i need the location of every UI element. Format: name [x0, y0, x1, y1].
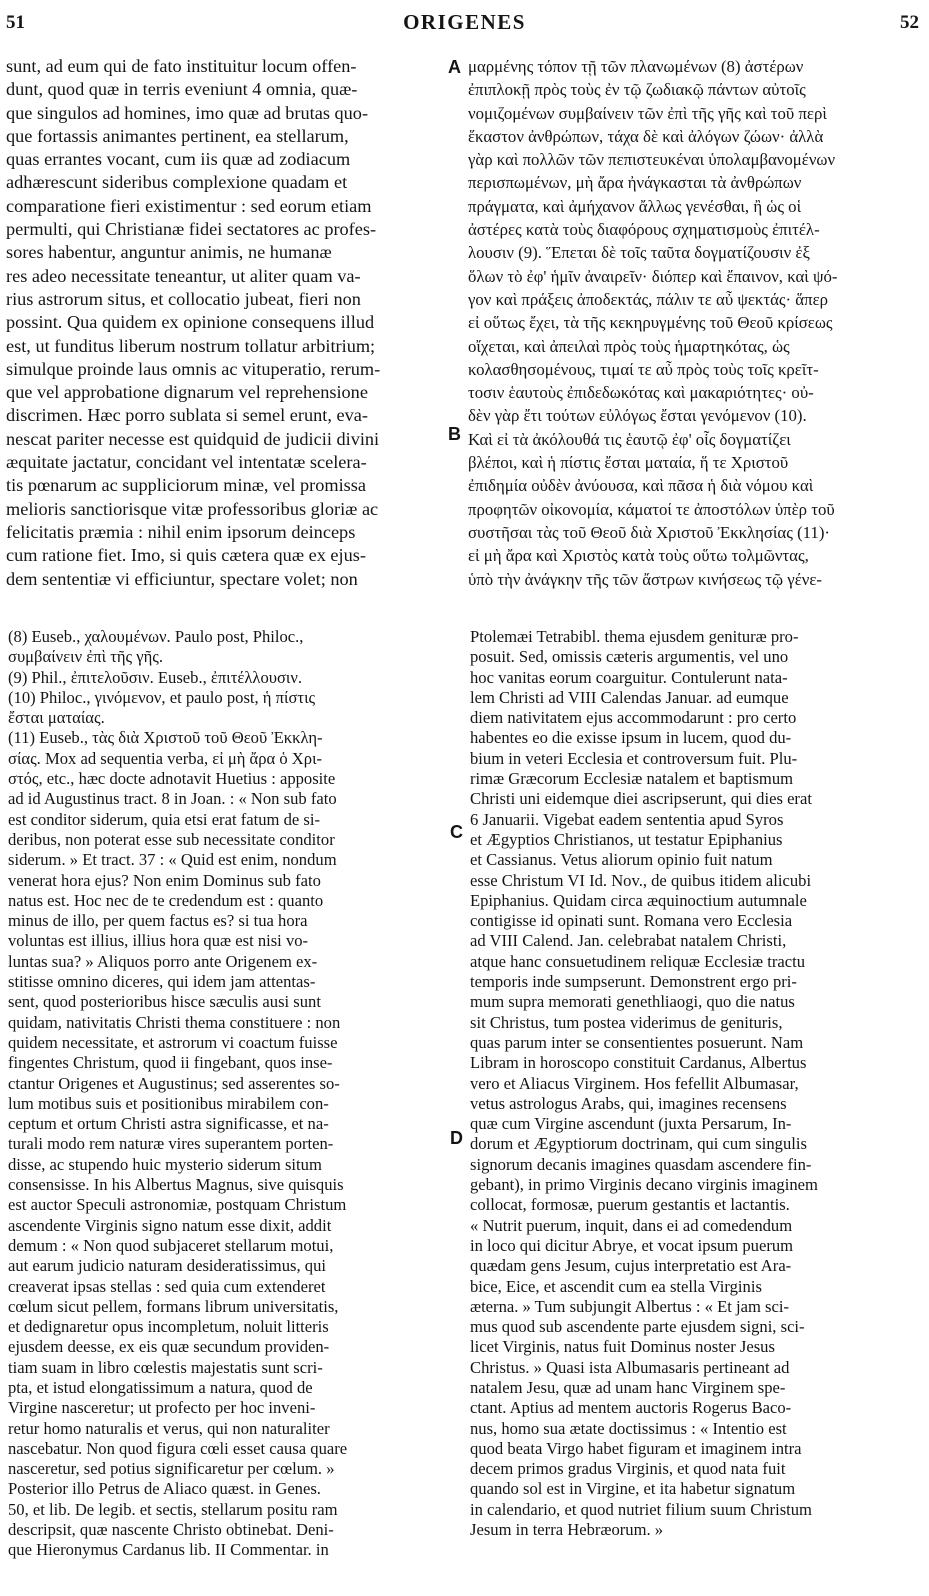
text-line: lem Christi ad VIII Calendas Januar. ad eumque: [470, 687, 789, 707]
text-line: rimæ Græcorum Ecclesiæ natalem et baptismum: [470, 769, 794, 789]
text-line: habentes eo die exisse ipsum in lucem, quod du-: [470, 728, 792, 748]
text-line: ascendente Virginis signo natum esse dixit, addit: [8, 1215, 332, 1235]
running-title: ORIGENES: [403, 10, 526, 34]
text-line: mus quod sub ascendente parte ejusdem signi, sci-: [470, 1317, 805, 1337]
text-line: βλέποι, καὶ ἡ πίστις ἔσται ματαία, ἥ τε Χριστοῦ: [468, 453, 789, 473]
text-line: (9) Phil., ἐπιτελοῦσιν. Euseb., ἐπιτέλλουσιν.: [8, 667, 303, 687]
text-line: possint. Qua quidem ex opinione consequens illud: [6, 312, 375, 333]
text-line: ad VIII Calend. Jan. celebrabat natalem Christi,: [470, 931, 787, 951]
text-line: sent, quod posterioribus hisce sæculis ausi sunt: [8, 992, 321, 1012]
text-line: siderum. » Et tract. 37 : « Quid est enim, nondum: [8, 850, 337, 870]
text-line: rius astrorum situs, et collocatio jubeat, fieri non: [6, 288, 361, 309]
text-line: quod beata Virgo habet figuram et imaginem intra: [470, 1438, 802, 1458]
text-line: ἕκαστον ἀνθρώπων, τάχα δὲ καὶ ἀλόγων ζώων· ἀλλὰ: [468, 126, 824, 146]
text-line: discrimen. Hæc porro sublata si semel erunt, eva-: [6, 405, 368, 426]
text-line: quas parum inter se consentientes posuerunt. Nam: [470, 1032, 804, 1052]
text-line: Christi uni eidemque diei ascripserunt, qui dies erat: [470, 789, 812, 809]
text-line: πράγματα, καὶ ἀμήχανον ἄλλως γενέσθαι, ἢ ὡς οἱ: [468, 196, 802, 216]
text-line: et dedignaretur opus incompletum, noluit litteris: [8, 1317, 329, 1337]
text-line: (8) Euseb., χαλουμένων. Paulo post, Philoc.,: [8, 627, 304, 646]
text-line: Posterior illo Petrus de Aliaco quæst. in Genes.: [8, 1479, 321, 1499]
text-line: ὑπὸ τὴν ἀνάγκην τῆς τῶν ἄστρων κινήσεως τῷ γένε-: [468, 569, 822, 589]
text-line: tis pœnarum ac suppliciorum minæ, vel promissa: [6, 475, 366, 496]
latin-main-text-column: [6, 55, 446, 591]
text-line: quas errantes vocant, cum iis quæ ad zodiacum: [6, 149, 351, 170]
text-line: sit Christus, tum postea viderimus de genituris,: [470, 1012, 783, 1032]
text-line: res adeo necessitate teneantur, ut aliter quam va-: [6, 265, 361, 286]
text-line: κολασθησομένους, τιμαί τε αὖ πρὸς τοὺς τοῖς κρεῖτ-: [468, 359, 819, 379]
text-line: posuit. Sed, omissis cæteris argumentis, vel uno: [470, 647, 789, 667]
text-line: στός, etc., hæc docte adnotavit Huetius : apposite: [8, 769, 336, 789]
text-line: comparatione fieri existimentur : sed eorum etiam: [6, 195, 372, 216]
text-line: et Cassianus. Vetus aliorum opinio fuit natum: [470, 850, 773, 870]
page-number-right: 52: [900, 12, 919, 33]
text-line: Libram in horoscopo constituit Cardanus, Albertus: [470, 1053, 807, 1073]
text-line: licet Virginis, natus fuit Dominus noster Jesus: [470, 1337, 775, 1357]
text-line: ad id Augustinus tract. 8 in Joan. : « Non sub fato: [8, 789, 337, 809]
text-line: « Nutrit puerum, inquit, dans ei ad comedendum: [470, 1215, 793, 1235]
text-line: Jesum in terra Hebræorum. »: [470, 1520, 664, 1540]
text-line: (11) Euseb., τὰς διὰ Χριστοῦ τοῦ Θεοῦ Ἐκκλη-: [8, 728, 323, 748]
text-line: nus, homo sua ætate doctissimus : « Intentio est: [470, 1418, 787, 1438]
text-line: dunt, quod quæ in terris eveniunt 4 omnia, quæ-: [6, 79, 358, 100]
text-line: bium in veteri Ecclesia et controversum fuit. Plu-: [470, 748, 798, 768]
text-line: (10) Philoc., γινόμενον, et paulo post, ἡ πίστις: [8, 687, 316, 707]
text-line: aut earum judicio naturam desideratissimus, qui: [8, 1256, 326, 1276]
text-line: τοσιν ἑαυτοὺς ἐπιδεδωκότας καὶ μακαριότητες· οὐ-: [468, 383, 814, 403]
column-marker-c: C: [450, 822, 463, 842]
text-line: que vel approbatione dignarum vel reprehensione: [6, 382, 368, 403]
text-line: οἴχεται, καὶ ἀπειλαὶ πρὸς τοὺς ἡμαρτηκότας, ὡς: [468, 336, 790, 356]
text-line: ἐπιδημία οὐδὲν ἀνύουσα, καὶ πᾶσα ἡ διὰ νόμου καὶ: [468, 476, 814, 496]
text-line: atque hanc consuetudinem reliquæ Ecclesiæ tractu: [470, 951, 805, 971]
text-line: pta, et istud elongatissimum a natura, quod de: [8, 1377, 313, 1397]
text-line: vero et Aliacus Virginem. Hos fefellit Albumasar,: [470, 1073, 799, 1093]
text-line: mum supra memorati genethliaogi, quo die natus: [470, 992, 795, 1012]
text-line: ἀστέρες κατὰ τοὺς διαφόρους σχηματισμοὺς ἐπιτέλ-: [468, 220, 820, 240]
text-line: bice, Eice, et ascendit cum ea stella Virginis: [470, 1276, 762, 1296]
text-line: decem primos gradus Virginis, et quod nata fuit: [470, 1459, 786, 1479]
text-line: æquitate jactatur, concidant vel intentatæ scelera-: [6, 452, 367, 473]
text-line: quando sol est in Virgine, et ita habetur signatum: [470, 1479, 796, 1499]
text-line: turali modo rem naturæ vires superantem porten-: [8, 1134, 334, 1154]
text-line: felicitatis præmia : nihil enim ipsorum deinceps: [6, 521, 356, 542]
text-line: quædam gens Jesum, cujus interpretatio est Ara-: [470, 1256, 792, 1276]
text-line: περισπωμένων, μὴ ἄρα ἠνάγκασται τὰ ἀνθρώπων: [468, 173, 802, 193]
column-marker-a: A: [448, 57, 461, 77]
text-line: ceptum et ortum Christi astra significasse, et na-: [8, 1114, 329, 1134]
text-line: σίας. Mox ad sequentia verba, εἰ μὴ ἄρα ὁ Χρι-: [8, 748, 323, 768]
text-line: voluntas est illius, illius hora quæ est nisi vo-: [8, 931, 309, 951]
text-line: in calendario, et quod nutriet filium suum Christum: [470, 1499, 812, 1519]
text-line: Virgine nasceretur; ut profecto per hoc inveni-: [8, 1398, 316, 1418]
text-line: νομιζομένων συμβαίνειν τῶν ἐπὶ τῆς γῆς καὶ τοῦ περὶ: [468, 103, 827, 123]
text-line: deribus, non poterat esse sub necessitate conditor: [8, 829, 335, 849]
footnotes-left-column: [8, 627, 446, 1561]
text-line: ejusdem deesse, ex eis quæ secundum providen-: [8, 1337, 330, 1357]
text-line: et Ægyptios Christianos, ut testatur Epiphanius: [470, 829, 783, 849]
text-line: in loco qui dicitur Abrye, et vocat ipsum puerum: [470, 1235, 794, 1255]
text-line: ἐπιπλοκῇ πρὸς τοὺς ἐν τῷ ζωδιακῷ πάντων αὐτοῖς: [468, 80, 806, 100]
text-line: ctantur Origenes et Augustinus; sed asserentes so-: [8, 1073, 340, 1093]
text-line: creaverat ipsas stellas : sed quia cum extenderet: [8, 1276, 326, 1296]
text-line: συστῆσαι τὰς τοῦ Θεοῦ διὰ Χριστοῦ Ἐκκλησίας (11)·: [468, 522, 830, 542]
text-line: sores habentur, anguntur animis, ne humanæ: [6, 242, 332, 263]
text-line: que singulos ad homines, imo quæ ad brutas quo-: [6, 102, 369, 123]
text-line: consensisse. In his Albertus Magnus, sive quisquis: [8, 1175, 344, 1195]
text-line: μαρμένης τόπον τῇ τῶν πλανωμένων (8) ἀστέρων: [468, 57, 804, 76]
text-line: demum : « Non quod subjaceret stellarum motui,: [8, 1235, 334, 1255]
text-line: retur homo naturalis et verus, qui non naturaliter: [8, 1418, 330, 1438]
text-line: permulti, qui Christianæ fidei sectatores ac profes-: [6, 219, 377, 240]
text-line: 50, et lib. De legib. et sectis, stellarum positu ram: [8, 1499, 338, 1519]
text-line: dem sententiæ vi efficiuntur, spectare volet; non: [6, 568, 358, 589]
text-line: simulque proinde laus omnis ac vituperatio, rerum-: [6, 358, 381, 379]
page-number-left: 51: [6, 12, 25, 33]
text-line: est, ut funditus liberum nostrum tollatur arbitrium;: [6, 335, 376, 356]
text-line: signorum decanis imagines quasdam ascendere fin-: [470, 1154, 812, 1174]
text-line: collocat, formosæ, puerum gestantis et lactantis.: [470, 1195, 790, 1215]
text-line: melioris sanctiorisque vitæ professoribus gloriæ ac: [6, 498, 379, 519]
text-line: quidam, nativitatis Christi thema constituere : non: [8, 1012, 341, 1032]
text-line: Epiphanius. Quidam circa æquinoctium autumnale: [470, 890, 807, 910]
text-line: Ptolemæi Tetrabibl. thema ejusdem genituræ pro-: [470, 627, 799, 646]
text-line: λουσιν (9). Ἕπεται δὲ τοῖς ταῦτα δογματίζουσιν ἐξ: [468, 243, 810, 263]
text-line: 6 Januarii. Vigebat eadem sententia apud Syros: [470, 809, 784, 829]
text-line: fingentes Christum, quod ii fingebant, quos inse-: [8, 1053, 333, 1073]
text-line: disse, ac stupendo huic mysterio siderum situm: [8, 1154, 322, 1174]
text-line: προφητῶν οἰκονομία, κάματοί τε ἀποστόλων ὑπὲρ τοῦ: [468, 499, 835, 519]
text-line: γὰρ καὶ πολλῶν τῶν πεπιστευκέναι ὑπολαμβανομένων: [468, 150, 836, 170]
text-line: nescat pariter necesse est quidquid de judicii divini: [6, 428, 380, 449]
text-line: temporis inde sumpserunt. Demonstrent ergo pri-: [470, 972, 797, 992]
text-line: que fortassis animantes pertinent, ea stellarum,: [6, 125, 349, 146]
text-line: venerat hora ejus? Non enim Dominus sub fato: [8, 870, 321, 890]
text-line: cum ratione fiet. Imo, si quis cætera quæ ex ejus-: [6, 545, 366, 566]
text-line: vetus astrologus Arabs, qui, imagines recensens: [470, 1093, 787, 1113]
text-line: ὅλων τὸ ἐφ' ἡμῖν ἀναιρεῖν· διόπερ καὶ ἔπαινον, καὶ ψό-: [468, 266, 838, 286]
text-line: æterna. » Tum subjungit Albertus : « Et jam sci-: [470, 1296, 789, 1316]
text-line: δὲν γὰρ ἔτι τούτων εὐλόγως ἔσται γενόμενον (10).: [468, 406, 807, 426]
text-line: contigisse id opinati sunt. Romana vero Ecclesia: [470, 911, 793, 931]
text-line: natus est. Hoc nec de te credendum est : quanto: [8, 890, 324, 910]
footnotes-right-column: [470, 627, 920, 1540]
greek-main-text-column: [468, 55, 920, 591]
text-line: sunt, ad eum qui de fato instituitur locum offen-: [6, 56, 357, 76]
text-line: stitisse omnino diceres, qui idem jam attentas-: [8, 972, 316, 992]
page-header: [0, 8, 929, 38]
text-line: diem nativitatem ejus accommodarunt : pro certo: [470, 708, 797, 728]
text-line: dorum et Ægyptiorum doctrinam, qui cum singulis: [470, 1134, 807, 1154]
text-line: nasceretur, sed potius significaretur per cœlum. »: [8, 1459, 335, 1479]
text-line: quidem necessitate, et astrorum vi coactum fuisse: [8, 1032, 338, 1052]
text-line: luntas sua? » Aliquos porro ante Origenem ex-: [8, 951, 318, 971]
text-line: natalem Jesu, quæ ad unam hanc Virginem spe-: [470, 1377, 786, 1397]
text-line: εἰ οὕτως ἔχει, τὰ τῆς κεκηρυγμένης τοῦ Θεοῦ κρίσεως: [468, 313, 833, 333]
text-line: adhærescunt sideribus complexione quadam et: [6, 172, 348, 193]
text-line: εἰ μὴ ἄρα καὶ Χριστὸς κατὰ τοὺς οὕτω τολμῶντας,: [468, 546, 809, 566]
text-line: nascebatur. Non quod figura cœli esset causa quare: [8, 1438, 348, 1458]
text-line: cœlum sicut pellem, formans librum universitatis,: [8, 1296, 339, 1316]
column-marker-b: B: [448, 424, 461, 444]
text-line: Christus. » Quasi ista Albumasaris pertineant ad: [470, 1357, 790, 1377]
text-line: est auctor Speculi astronomiæ, postquam Christum: [8, 1195, 347, 1215]
text-line: tiam suam in libro cœlestis majestatis sunt scri-: [8, 1357, 323, 1377]
text-line: γον καὶ πράξεις ἀποδεκτάς, πάλιν τε αὖ ψεκτάς· ἅπερ: [468, 289, 828, 309]
text-line: ἔσται ματαίας.: [8, 708, 105, 728]
text-line: hoc vanitas eorum coarguitur. Contulerunt nata-: [470, 667, 788, 687]
text-line: quæ cum Virgine ascendunt (juxta Persarum, In-: [470, 1114, 792, 1134]
text-line: descripsit, quæ nascente Christo obtinebat. Deni-: [8, 1520, 334, 1540]
text-line: ctant. Aptius ad mentem auctoris Rogerus Baco-: [470, 1398, 792, 1418]
text-line: gebant), in primo Virginis decano virginis imaginem: [470, 1175, 818, 1195]
text-line: minus de illo, per quem factus es? si tua hora: [8, 911, 308, 931]
text-line: συμβαίνειν ἐπὶ τῆς γῆς.: [8, 647, 163, 667]
text-line: esse Christum VI Id. Nov., de quibus itidem alicubi: [470, 870, 812, 890]
text-line: lum motibus suis et positionibus mirabilem con-: [8, 1093, 329, 1113]
text-line: que Hieronymus Cardanus lib. II Commentar. in: [8, 1540, 329, 1560]
column-marker-d: D: [450, 1128, 463, 1148]
text-line: est conditor siderum, quia etsi erat fatum de si-: [8, 809, 320, 829]
text-line: Καὶ εἰ τὰ ἀκόλουθά τις ἑαυτῷ ἐφ' οἷς δογματίζει: [468, 429, 791, 449]
